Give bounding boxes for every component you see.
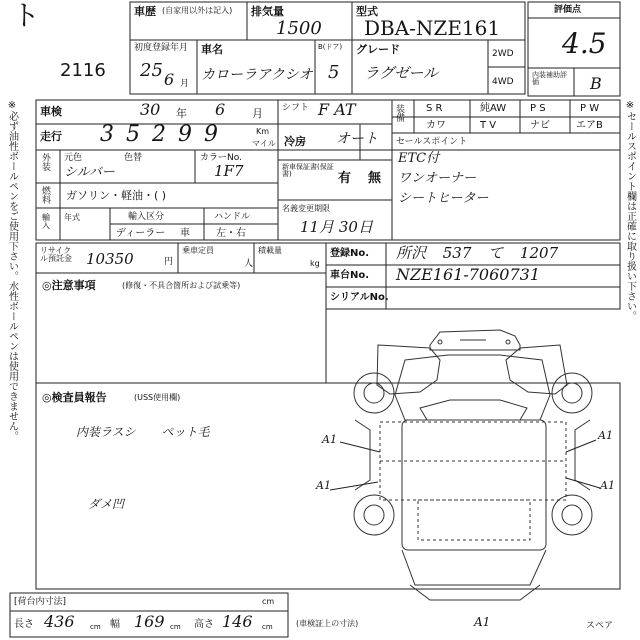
change-date-value: 11月 30日: [300, 218, 373, 236]
recycle-unit: 円: [164, 257, 174, 267]
year-type-label: 年式: [64, 213, 80, 222]
import-label: 輸入: [42, 213, 50, 230]
doors-label: B(ドア): [318, 43, 343, 51]
notes-title: ◎注意事項: [42, 279, 96, 292]
width-unit: cm: [170, 623, 181, 631]
dimensions-unit-top: cm: [262, 597, 275, 606]
lot-number: 2116: [60, 60, 106, 81]
model-label: 型式: [356, 5, 378, 18]
recall-label: 新車保証書(保証書): [282, 163, 334, 178]
change-date-label: 名義変更期限: [282, 204, 330, 213]
chassis-value: NZE161-7060731: [396, 265, 540, 284]
reg-value: 所沢 537 て 1207: [396, 244, 559, 262]
chassis-label: 車台No.: [330, 270, 370, 281]
height-unit: cm: [262, 623, 273, 631]
interior-label: 内装補助評価: [532, 71, 567, 86]
fuel-value: ガソリン・軽油・( ): [66, 189, 167, 202]
load-unit: kg: [310, 259, 320, 268]
width-value: 169: [134, 612, 165, 631]
score-value: 4.5: [562, 27, 607, 60]
length-value: 436: [44, 612, 75, 631]
shaken-year: 30: [140, 100, 161, 119]
length-unit: cm: [90, 623, 101, 631]
equipment-navi: ナビ: [530, 120, 550, 131]
capacity-unit: 人: [244, 259, 254, 269]
equipment-pw: P W: [580, 103, 600, 114]
corner-mark: ト: [12, 0, 41, 32]
year-unit: 年: [176, 107, 187, 120]
original-color-label: 元色: [64, 153, 83, 163]
equipment-label: 装備: [396, 105, 406, 124]
inspector-line-1: 内装ラスシ ペット毛: [76, 425, 210, 439]
inspector-title: ◎検査員報告: [42, 391, 107, 404]
recycle-label: リサイクル預託金: [40, 246, 72, 263]
import-value: ディーラー: [116, 228, 166, 239]
reg-label: 登録No.: [330, 248, 370, 259]
height-label: 高さ: [194, 619, 214, 630]
equipment-sr: S R: [426, 103, 443, 114]
first-reg-label: 初度登録年月: [134, 43, 189, 53]
recall-no: 無: [368, 171, 382, 186]
damage-mark-front-left: A1: [322, 433, 337, 446]
score-label: 評価点: [554, 5, 582, 15]
dimensions-mark: A1: [474, 615, 491, 629]
first-reg-year: 25: [140, 60, 163, 81]
interior-value: B: [590, 74, 602, 93]
shift-label: シフト: [282, 103, 310, 113]
displacement-value: 1500: [276, 18, 322, 39]
color-no-label: カラーNo.: [200, 153, 242, 163]
damage-mark-front-right: A1: [598, 429, 613, 442]
mileage-label: 走行: [40, 130, 62, 143]
notes-subtitle: (修復・不具合箇所および試乗等): [122, 281, 241, 290]
first-reg-unit: 月: [180, 79, 190, 89]
history-note: (自家用以外は記入): [162, 6, 233, 15]
color-no-value: 1F7: [214, 162, 244, 180]
fuel-label: 燃料: [42, 187, 52, 206]
history-label: 車歴: [134, 5, 156, 18]
sales-point-label: セールスポイント: [396, 137, 468, 147]
color-value: シルバー: [64, 165, 115, 180]
name-value: カローラアクシオ: [201, 67, 313, 83]
equipment-leather: カワ: [426, 120, 446, 131]
damage-mark-rear-left: A1: [316, 479, 331, 492]
mile-unit: マイル: [252, 139, 276, 148]
right-side-note: ※セールスポイント欄は正確に取り扱い下さい。: [624, 100, 636, 321]
displacement-label: 排気量: [251, 5, 284, 18]
import-col-label: 輸入区分: [128, 212, 165, 222]
capacity-label: 乗車定員: [182, 246, 214, 255]
name-label: 車名: [201, 43, 223, 56]
handle-value: 左・右: [216, 228, 246, 239]
import-type: 車: [180, 228, 190, 239]
doors-value: 5: [328, 62, 340, 83]
grade-value: ラグゼール: [364, 64, 439, 82]
sales-point-line-3: シートヒーター: [398, 191, 489, 206]
load-label: 積載量: [258, 246, 282, 255]
shaken-label: 車検: [40, 105, 62, 118]
inspector-line-2: ダメ凹: [88, 497, 125, 511]
exterior-label: 外装: [42, 154, 52, 173]
left-side-note: ※必ず油性ボールペンをご使用下さい。水性ボールペンは使用できません。: [6, 100, 18, 441]
inspector-subtitle: (USS使用欄): [134, 393, 181, 402]
sales-point-line-2: ワンオーナー: [398, 171, 477, 186]
equipment-airbag: エアB: [576, 120, 603, 131]
km-unit: Km: [256, 127, 270, 136]
serial-label: シリアルNo.: [330, 292, 389, 303]
dimensions-note: (車検証上の寸法): [296, 619, 359, 628]
sales-point-line-1: ETC付: [398, 151, 440, 166]
month-unit: 月: [252, 107, 263, 120]
handle-label: ハンドル: [214, 212, 251, 222]
drive-4wd: 4WD: [492, 77, 514, 87]
color-label: 色替: [124, 153, 143, 163]
ac-value: オート: [336, 131, 378, 147]
first-reg-month: 6: [164, 70, 175, 89]
spare-label: スペア: [586, 621, 614, 631]
length-label: 長さ: [14, 619, 34, 630]
damage-mark-rear-right: A1: [600, 479, 615, 492]
ac-label: 冷房: [284, 135, 306, 148]
shift-value: F AT: [318, 100, 356, 119]
width-label: 幅: [110, 619, 120, 630]
height-value: 146: [222, 612, 253, 631]
shaken-month: 6: [215, 100, 226, 119]
mileage-value: 35299: [100, 122, 230, 147]
equipment-tv: T V: [480, 120, 497, 131]
grade-label: グレード: [356, 43, 400, 56]
recycle-value: 10350: [86, 250, 134, 268]
drive-2wd: 2WD: [492, 49, 514, 59]
equipment-aw: 純AW: [480, 103, 507, 114]
model-value: DBA-NZE161: [364, 16, 501, 40]
dimensions-title: [荷台内寸法]: [14, 597, 67, 607]
recall-yes: 有: [338, 171, 352, 186]
equipment-ps: P S: [530, 103, 546, 114]
